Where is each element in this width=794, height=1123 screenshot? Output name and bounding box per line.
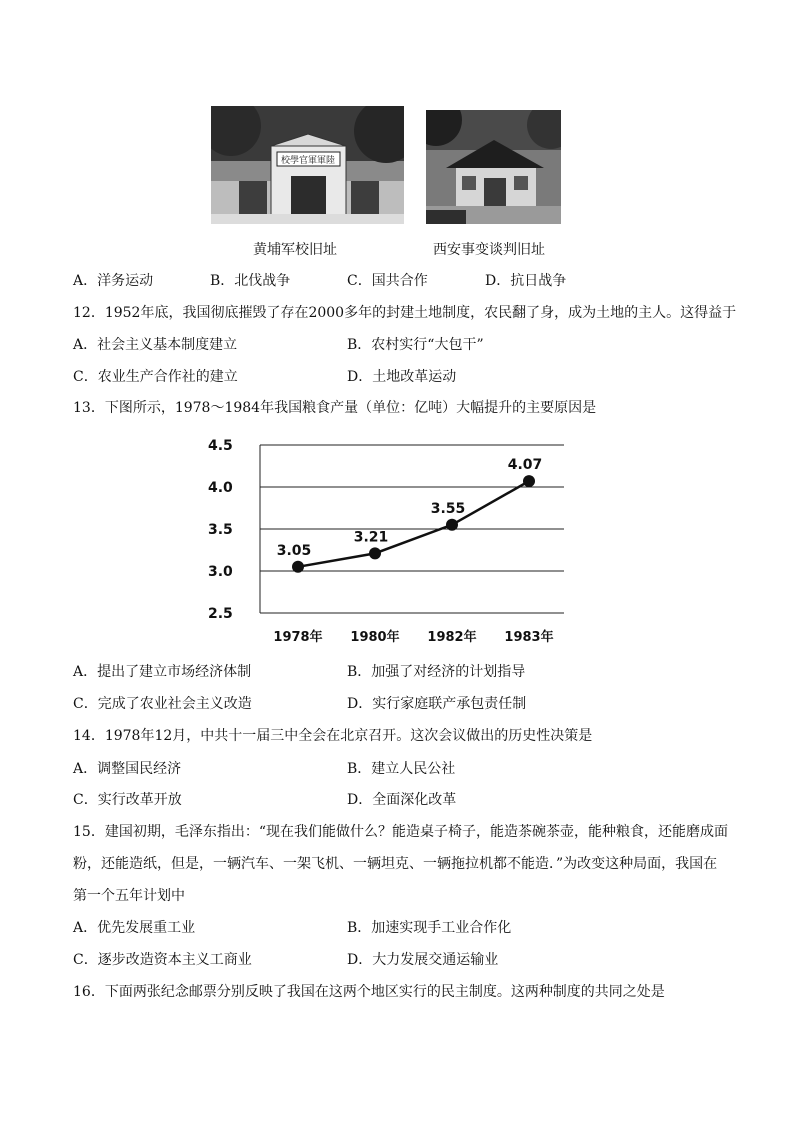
data-point [523, 475, 535, 487]
data-point [446, 519, 458, 531]
grain-output-chart [200, 430, 570, 645]
q13-option-d[interactable]: D．实行家庭联产承包责任制 [347, 696, 527, 712]
q15-option-a[interactable]: A．优先发展重工业 [73, 920, 196, 936]
y-tick-label: 3.5 [208, 522, 233, 538]
q15-option-b[interactable]: B．加速实现手工业合作化 [347, 920, 512, 936]
data-point [369, 547, 381, 559]
data-point [292, 561, 304, 573]
q14-option-d[interactable]: D．全面深化改革 [347, 792, 457, 808]
q12-stem: 12．1952年底，我国彻底摧毁了存在2000多年的封建土地制度，农民翻了身，成为土地的主人。这得益于 [73, 305, 737, 321]
y-tick-label: 3.0 [208, 564, 233, 580]
whampoa-academy-photo [211, 106, 404, 224]
q16-stem: 16．下面两张纪念邮票分别反映了我国在这两个地区实行的民主制度。这两种制度的共同之处是 [73, 984, 665, 1000]
series-line [298, 481, 529, 567]
q13-option-c[interactable]: C．完成了农业社会主义改造 [73, 696, 252, 712]
xian-caption: 西安事变谈判旧址 [433, 242, 545, 258]
y-tick-label: 4.5 [208, 438, 233, 454]
q14-stem: 14．1978年12月，中共十一届三中全会在北京召开。这次会议做出的历史性决策是 [73, 728, 593, 744]
q11-option-a[interactable]: A．洋务运动 [73, 273, 154, 289]
q11-option-d[interactable]: D．抗日战争 [485, 273, 567, 289]
whampoa-caption: 黄埔军校旧址 [253, 242, 337, 258]
q13-option-b[interactable]: B．加强了对经济的计划指导 [347, 664, 526, 680]
q13-option-a[interactable]: A．提出了建立市场经济体制 [73, 664, 252, 680]
y-tick-label: 2.5 [208, 606, 233, 622]
x-tick-label: 1980年 [350, 630, 400, 645]
q15-stem-line2: 粉，还能造纸，但是，一辆汽车、一架飞机、一辆坦克、一辆拖拉机都不能造．”为改变这种局面，我国在 [73, 856, 718, 872]
q12-option-b[interactable]: B．农村实行“大包干” [347, 337, 484, 353]
whampoa-academy-image [211, 106, 404, 224]
x-tick-label: 1982年 [427, 630, 477, 645]
q11-option-b[interactable]: B．北伐战争 [210, 273, 291, 289]
academy-sign-text: 校學官軍軍陸 [280, 156, 336, 166]
x-tick-label: 1978年 [273, 630, 323, 645]
xian-incident-photo [426, 110, 561, 224]
q14-option-b[interactable]: B．建立人民公社 [347, 761, 456, 777]
q14-option-a[interactable]: A．调整国民经济 [73, 761, 182, 777]
data-label: 4.07 [507, 457, 543, 474]
data-label: 3.55 [430, 500, 466, 517]
data-label: 3.21 [353, 529, 389, 546]
q11-option-c[interactable]: C．国共合作 [347, 273, 428, 289]
data-label: 3.05 [276, 542, 312, 559]
q15-stem-line1: 15．建国初期，毛泽东指出：“现在我们能做什么？能造桌子椅子，能造茶碗茶壶，能种粮食，还能磨成面 [73, 824, 728, 840]
q15-stem-line3: 第一个五年计划中 [73, 888, 185, 904]
q15-option-d[interactable]: D．大力发展交通运输业 [347, 952, 499, 968]
y-tick-label: 4.0 [208, 480, 233, 496]
q13-stem: 13．下图所示，1978～1984年我国粮食产量（单位：亿吨）大幅提升的主要原因是 [73, 400, 597, 416]
q15-option-c[interactable]: C．逐步改造资本主义工商业 [73, 952, 252, 968]
q12-option-c[interactable]: C．农业生产合作社的建立 [73, 369, 238, 385]
x-tick-label: 1983年 [504, 630, 554, 645]
q14-option-c[interactable]: C．实行改革开放 [73, 792, 182, 808]
q12-option-d[interactable]: D．土地改革运动 [347, 369, 457, 385]
q12-option-a[interactable]: A．社会主义基本制度建立 [73, 337, 238, 353]
xian-incident-image [426, 110, 561, 224]
